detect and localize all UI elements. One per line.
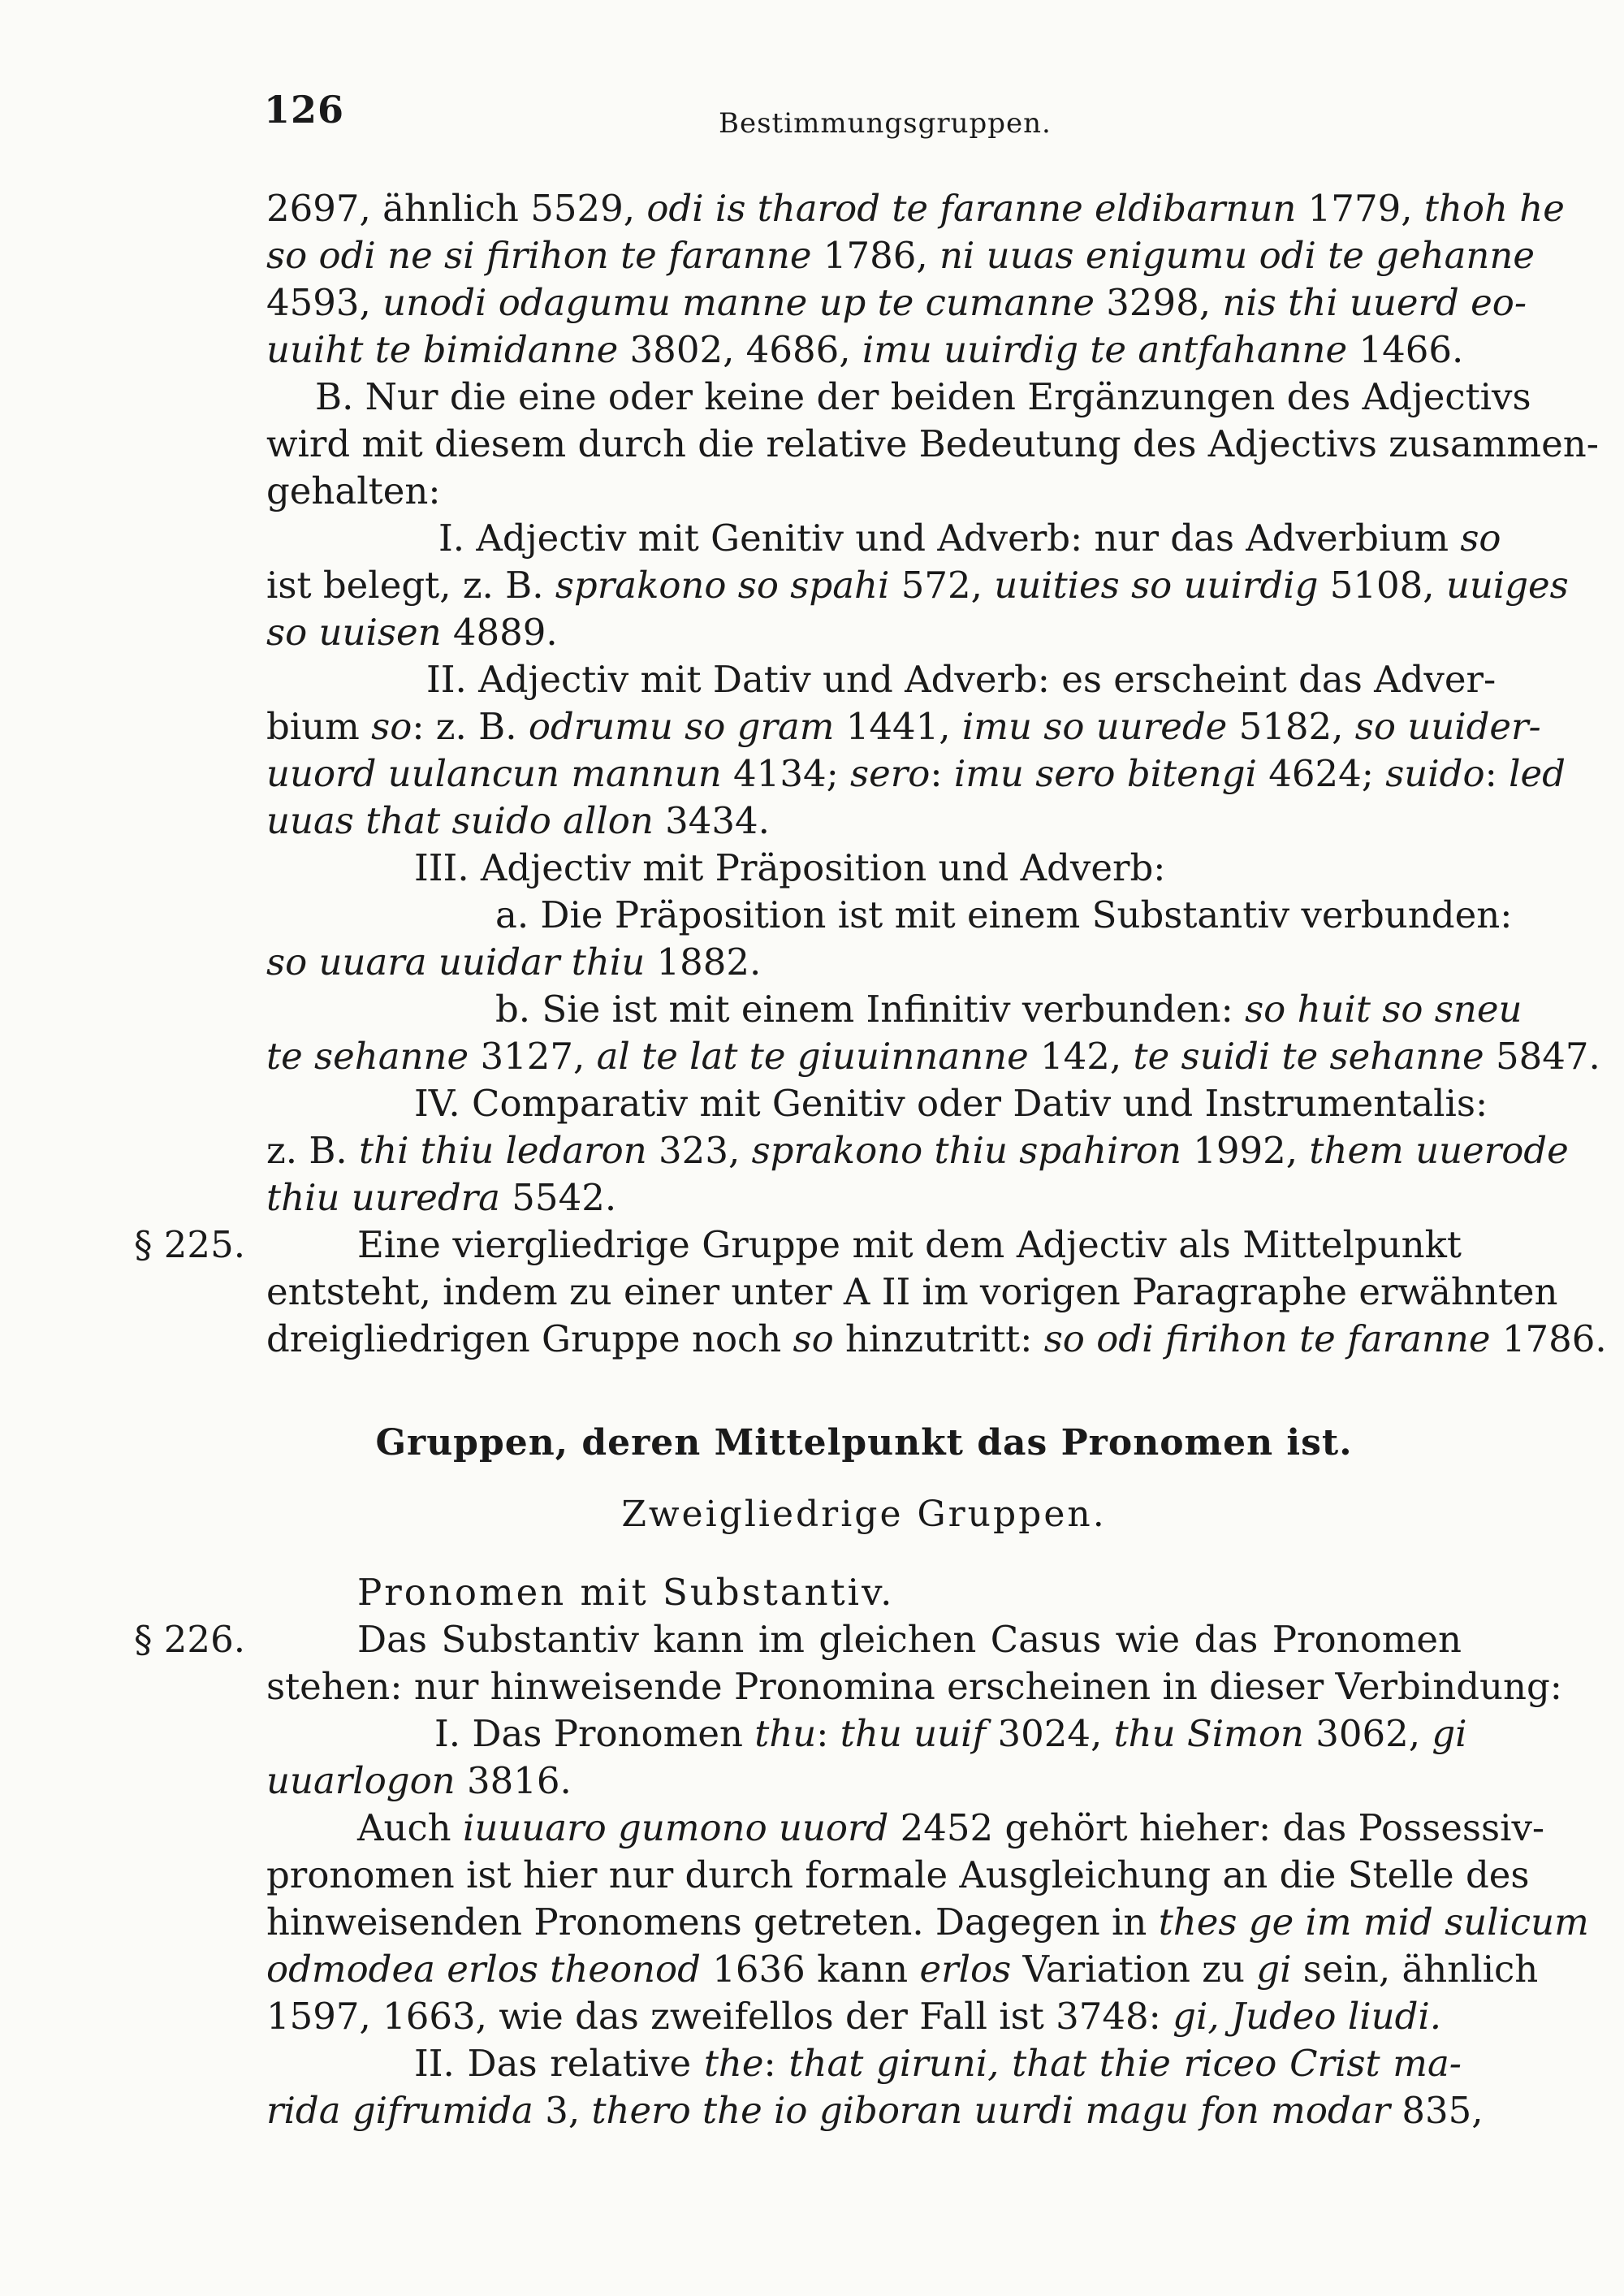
text-line: pronomen ist hier nur durch formale Ausgleichung an die Stelle des bbox=[266, 1853, 1530, 1896]
text-line: stehen: nur hinweisende Pronomina erscheinen in dieser Verbindung: bbox=[266, 1665, 1562, 1708]
text-line: IV. Comparativ mit Genitiv oder Dativ und Instrumentalis: bbox=[414, 1082, 1488, 1125]
text-line: uuord uulancun mannun 4134; sero: imu sero bitengi 4624; suido: led bbox=[266, 752, 1566, 795]
text-line: uuarlogon 3816. bbox=[266, 1759, 572, 1802]
text-line: dreigliedrigen Gruppe noch so hinzutritt: so odi firihon te faranne 1786. bbox=[266, 1317, 1607, 1360]
text-line: 1597, 1663, wie das zweifellos der Fall ist 3748: gi, Judeo liudi. bbox=[266, 1995, 1442, 2038]
subheading: Zweigliedrige Gruppen. bbox=[621, 1494, 1107, 1535]
text-line: hinweisenden Pronomens getreten. Dagegen in thes ge im mid sulicum bbox=[266, 1900, 1589, 1944]
section-heading: Gruppen, deren Mittelpunkt das Pronomen ist. bbox=[375, 1422, 1353, 1464]
text-line: gehalten: bbox=[266, 469, 441, 512]
text-line: 2697, ähnlich 5529, odi is tharod te faranne eldibarnun 1779, thoh he bbox=[266, 187, 1565, 230]
text-line: Das Substantiv kann im gleichen Casus wie das Pronomen bbox=[357, 1618, 1462, 1661]
text-line: bium so: z. B. odrumu so gram 1441, imu so uurede 5182, so uuider- bbox=[266, 705, 1541, 748]
text-line: II. Das relative the: that giruni, that thie riceo Crist ma- bbox=[414, 2042, 1462, 2085]
text-line: I. Das Pronomen thu: thu uuif 3024, thu Simon 3062, gi bbox=[434, 1712, 1467, 1755]
text-line: uuas that suido allon 3434. bbox=[266, 799, 770, 842]
text-line: z. B. thi thiu ledaron 323, sprakono thiu spahiron 1992, them uuerode bbox=[266, 1129, 1569, 1172]
text-line: b. Sie ist mit einem Infinitiv verbunden: so huit so sneu bbox=[495, 988, 1522, 1031]
section-number-225: § 225. bbox=[134, 1223, 245, 1266]
text-line: te sehanne 3127, al te lat te giuuinnanne 142, te suidi te sehanne 5847. bbox=[266, 1035, 1600, 1078]
text-line: so odi ne si firihon te faranne 1786, ni uuas enigumu odi te gehanne bbox=[266, 234, 1535, 277]
text-line: B. Nur die eine oder keine der beiden Ergänzungen des Adjectivs bbox=[315, 375, 1531, 418]
text-line: so uuisen 4889. bbox=[266, 611, 558, 654]
section-number-226: § 226. bbox=[134, 1618, 245, 1661]
text-line: wird mit diesem durch die relative Bedeutung des Adjectivs zusammen- bbox=[266, 422, 1599, 465]
text-line: 4593, unodi odagumu manne up te cumanne 3298, nis thi uuerd eo- bbox=[266, 281, 1527, 324]
text-line: uuiht te bimidanne 3802, 4686, imu uuirdig te antfahanne 1466. bbox=[266, 328, 1464, 371]
text-line: odmodea erlos theonod 1636 kann erlos Variation zu gi sein, ähnlich bbox=[266, 1948, 1539, 1991]
text-line: Auch iuuuaro gumono uuord 2452 gehört hieher: das Possessiv- bbox=[357, 1806, 1545, 1849]
running-head: Bestimmungsgruppen. bbox=[719, 107, 1052, 140]
text-line: Eine viergliedrige Gruppe mit dem Adjectiv als Mittelpunkt bbox=[357, 1223, 1462, 1266]
text-line: thiu uuredra 5542. bbox=[266, 1176, 617, 1219]
text-line: a. Die Präposition ist mit einem Substantiv verbunden: bbox=[495, 893, 1513, 936]
text-line: ist belegt, z. B. sprakono so spahi 572, uuities so uuirdig 5108, uuiges bbox=[266, 564, 1569, 607]
text-line: I. Adjectiv mit Genitiv und Adverb: nur das Adverbium so bbox=[438, 517, 1501, 560]
text-line: entsteht, indem zu einer unter A II im vorigen Paragraphe erwähnten bbox=[266, 1270, 1558, 1313]
subsection-title: Pronomen mit Substantiv. bbox=[357, 1571, 895, 1614]
text-line: II. Adjectiv mit Dativ und Adverb: es erscheint das Adver- bbox=[426, 658, 1497, 701]
text-line: so uuara uuidar thiu 1882. bbox=[266, 940, 762, 984]
text-line: III. Adjectiv mit Präposition und Adverb: bbox=[414, 846, 1166, 889]
text-line: rida gifrumida 3, thero the io giboran uurdi magu fon modar 835, bbox=[266, 2089, 1484, 2132]
page-number: 126 bbox=[264, 88, 345, 132]
